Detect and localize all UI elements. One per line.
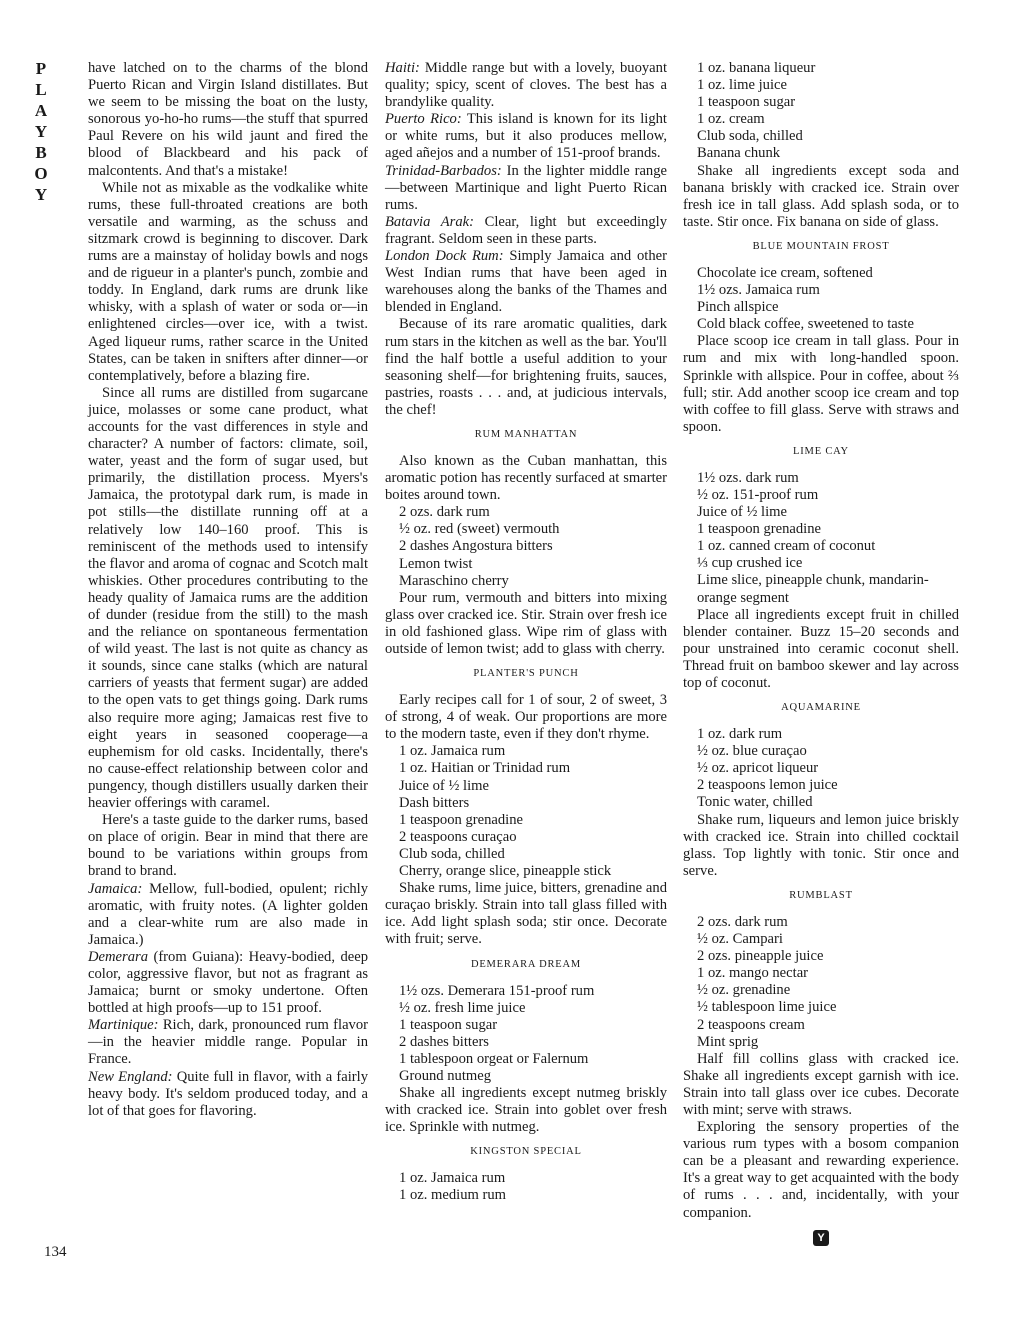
- rum-entry: [88, 881, 368, 949]
- recipe-title: RUM MANHATTAN: [474, 428, 578, 440]
- rum-name: New England:: [88, 1068, 173, 1085]
- ingredient: 2 dashes Angostura bitters: [399, 538, 553, 555]
- ingredient: 2 teaspoons curaçao: [399, 828, 517, 845]
- rum-name: Martinique:: [88, 1017, 159, 1034]
- rum-description: Clear, light but exceedingly fragrant. Seldom seen in these parts.: [385, 213, 667, 247]
- title-letter: O: [34, 164, 48, 183]
- ingredient: 2 ozs. pineapple juice: [697, 948, 824, 965]
- ingredient: ½ tablespoon lime juice: [697, 999, 837, 1016]
- ingredient: 1 teaspoon grenadine: [697, 521, 822, 538]
- rum-name: Haiti:: [385, 60, 420, 76]
- ingredient: ½ oz. blue curaçao: [697, 743, 807, 760]
- ingredient-list: [683, 914, 959, 1051]
- rum-description: Rich, dark, pronounced rum flavor—in the heavier middle range. Popular in France.: [88, 1017, 368, 1068]
- ingredient: 2 ozs. dark rum: [697, 913, 788, 930]
- title-letter: Y: [34, 185, 48, 204]
- title-letter: L: [35, 80, 47, 99]
- ingredient-list: [683, 265, 959, 333]
- ingredient-list: [683, 60, 959, 163]
- column-3: [683, 60, 959, 1246]
- ingredient: Juice of ½ lime: [697, 504, 787, 521]
- rum-entry: [385, 60, 667, 111]
- recipe-title: DEMERARA DREAM: [470, 958, 582, 970]
- rum-description: Simply Jamaica and other West Indian rums that have been aged in warehouses along the banks of the Thames and blended in England.: [385, 248, 667, 316]
- ingredient-list: [683, 726, 959, 811]
- rum-entry: [385, 248, 667, 316]
- ingredient: ½ oz. red (sweet) vermouth: [399, 521, 560, 538]
- ingredient: 2 ozs. dark rum: [399, 504, 490, 521]
- ingredient-list: [385, 504, 667, 589]
- ingredient: 1½ ozs. Demerara 151-proof rum: [399, 982, 595, 999]
- ingredient: 1 oz. canned cream of coconut: [697, 538, 876, 555]
- ingredient: 1 oz. medium rum: [399, 1187, 507, 1204]
- rum-description: Quite full in flavor, with a fairly heavy body. It's seldom produced today, and a lot of that goes for flavoring.: [88, 1068, 368, 1119]
- ingredient: 2 teaspoons cream: [697, 1016, 805, 1033]
- ingredient: ½ oz. fresh lime juice: [399, 999, 526, 1016]
- rum-description: This island is known for its light or white rums, but it also produces mellow, aged añejos and a number of 151-proof brands.: [385, 111, 667, 162]
- ingredient: Banana chunk: [697, 145, 781, 162]
- rum-description: In the lighter middle range—between Martinique and light Puerto Rican rums.: [385, 162, 667, 213]
- recipe-method: Place scoop ice cream in tall glass. Pour in rum and mix with long-handled spoon. Sprinkle with allspice. Pour in coffee, about ⅔ full; stir. Add another scoop ice cream and top with coffee to fill glass. Serve with straws and spoon.: [683, 333, 959, 435]
- ingredient: Juice of ½ lime: [399, 777, 489, 794]
- recipe-intro: Also known as the Cuban manhattan, this aromatic potion has recently surfaced at smarter boites around town.: [385, 452, 667, 504]
- rum-description: Middle range but with a lovely, buoyant quality; spicy, scent of cloves. The best has a brandylike quality.: [385, 60, 667, 111]
- rum-name: Batavia Arak:: [385, 213, 474, 230]
- rum-description: Mellow, full-bodied, opulent; richly aromatic, with fruity notes. (A lighter golden and a clear-white rum are also made in Jamaica.): [88, 880, 368, 948]
- rum-entry: [385, 214, 667, 248]
- ingredient: Maraschino cherry: [399, 572, 509, 589]
- body-paragraph: Here's a taste guide to the darker rums, based on place of origin. Bear in mind that there are bound to be variations within groups from brand to brand.: [88, 812, 368, 880]
- recipe-title: PLANTER'S PUNCH: [473, 668, 579, 680]
- title-letter: Y: [34, 122, 48, 141]
- rum-entry: [385, 111, 667, 162]
- page-number: 134: [44, 1244, 67, 1260]
- ingredient: 1½ ozs. Jamaica rum: [697, 282, 820, 299]
- ingredient: 1 oz. Jamaica rum: [399, 743, 506, 760]
- rum-entry: [88, 1069, 368, 1120]
- ingredient: ½ oz. grenadine: [697, 982, 791, 999]
- ingredient: 1 oz. Jamaica rum: [399, 1170, 506, 1187]
- ingredient: Cold black coffee, sweetened to taste: [697, 316, 914, 333]
- ingredient: 1 tablespoon orgeat or Falernum: [399, 1050, 589, 1067]
- magazine-title: [30, 58, 52, 205]
- ingredient: 1 oz. dark rum: [697, 726, 783, 743]
- ingredient: 1 oz. mango nectar: [697, 965, 809, 982]
- ingredient: Ground nutmeg: [399, 1067, 492, 1084]
- ingredient: Club soda, chilled: [399, 845, 505, 862]
- ingredient: 1 oz. lime juice: [697, 77, 787, 94]
- ingredient: ½ oz. Campari: [697, 931, 783, 948]
- rum-entry: [88, 1017, 368, 1068]
- ingredient: 1 oz. banana liqueur: [697, 60, 816, 76]
- ingredient-list: [385, 743, 667, 880]
- ingredient: 2 dashes bitters: [399, 1033, 489, 1050]
- recipe-title: BLUE MOUNTAIN FROST: [752, 240, 890, 252]
- recipe-method: Half fill collins glass with cracked ice. Shake all ingredients except garnish with ice. Strain into tall glass over ice cubes. Decorate with mint; serve with straws.: [683, 1050, 959, 1118]
- ingredient: 1 oz. Haitian or Trinidad rum: [399, 760, 571, 777]
- rum-entry: [88, 949, 368, 1017]
- body-paragraph: Because of its rare aromatic qualities, dark rum stars in the kitchen as well as the bar. You'll find the half bottle a useful addition to your seasoning shelf—for brightening fruits, sauces, pastries, roasts . . . and, at judicious intervals, the chef!: [385, 316, 667, 418]
- column-1: [88, 60, 368, 1120]
- recipe-title: RUMBLAST: [789, 889, 853, 901]
- ingredient: ½ oz. apricot liqueur: [697, 760, 819, 777]
- ingredient: Dash bitters: [399, 794, 470, 811]
- rum-name: Jamaica:: [88, 880, 143, 897]
- recipe-method: Shake rums, lime juice, bitters, grenadine and curaçao briskly. Strain into tall glass filled with ice. Add light splash soda; stir once. Decorate with fruit; serve.: [385, 880, 667, 948]
- body-paragraph: Since all rums are distilled from sugarcane juice, molasses or some cane product, what accounts for the vast differences in style and character? A number of factors: climate, soil, water, yeast and the form of sugar used, but primarily, the distillation process. Myers's Jamaica, the prototypal dark rum, is made in pot stills—the distillate running off at a relatively low 140–160 proof. This is reminiscent of the methods used to intensify the flavor and aroma of cognac and Scotch malt whiskies. Other procedures contributing to the heady quality of Jamaica rums are the addition of dunder (residue from the still) to the mash and the reliance on spontaneous fermentation of wild yeast. The last is not quite as chancy as it sounds, since cane stalks (which are natural carriers of yeasts that ferment sugar) are added to the open vats to get things going. Dark rums also require more aging; Jamaicas rest five to eight years in seasoned cooperage—a euphemism for old casks. Incidentally, there's no cause-effect relationship between color and pungency, though distillers usually darken their heavier offerings with caramel.: [88, 384, 368, 812]
- recipe-method: Shake all ingredients except nutmeg briskly with cracked ice. Strain into goblet over fresh ice. Sprinkle with nutmeg.: [385, 1085, 667, 1136]
- ingredient-list: [683, 470, 959, 607]
- ingredient: Tonic water, chilled: [697, 794, 813, 811]
- recipe-method: Place all ingredients except fruit in chilled blender container. Buzz 15–20 seconds and pour unstrained into ceramic coconut shell. Thread fruit on bamboo skewer and lay across top of coconut.: [683, 606, 959, 691]
- recipe-title: KINGSTON SPECIAL: [470, 1146, 582, 1158]
- recipe-method: Shake rum, liqueurs and lemon juice briskly with cracked ice. Strain into chilled cocktail glass. Top lightly with tonic. Stir once and serve.: [683, 811, 959, 879]
- ingredient: ½ oz. 151-proof rum: [697, 486, 819, 503]
- body-paragraph: have latched on to the charms of the blond Puerto Rican and Virgin Island distillates. But we seem to be missing the boat on the lusty, sonorous yo-ho-ho rums—the stuff that spurred Paul Revere on his wild jaunt and fired the blood of Blackbeard and his pack of malcontents. And that's a mistake!: [88, 60, 368, 179]
- recipe-title: AQUAMARINE: [781, 702, 861, 714]
- ingredient: Mint sprig: [697, 1033, 759, 1050]
- title-letter: B: [35, 143, 47, 162]
- title-letter: A: [34, 101, 48, 120]
- ingredient-list: [385, 1170, 667, 1204]
- column-2: [385, 60, 667, 1205]
- ingredient: Cherry, orange slice, pineapple stick: [399, 863, 612, 880]
- rum-entry: [385, 163, 667, 214]
- title-letter: P: [35, 59, 47, 78]
- ingredient: Chocolate ice cream, softened: [697, 264, 873, 281]
- ingredient: Lime slice, pineapple chunk, mandarin-orange segment: [697, 572, 929, 606]
- ingredient: 2 teaspoons lemon juice: [697, 777, 838, 794]
- rum-name: Puerto Rico:: [385, 111, 462, 128]
- ingredient: Pinch allspice: [697, 299, 779, 316]
- ingredient: 1 teaspoon sugar: [697, 94, 796, 111]
- rum-description: (from Guiana): Heavy-bodied, deep color, aggressive flavor, but not as fragrant as Jamaica; burnt or smoky undertone. Often bottled at high proofs—up to 151 proof.: [88, 948, 368, 1017]
- recipe-intro: Early recipes call for 1 of sour, 2 of sweet, 3 of strong, 4 of weak. Our proportions are more to the modern taste, even if they don't rhyme.: [385, 692, 667, 743]
- ingredient: Lemon twist: [399, 555, 473, 572]
- recipe-method: Pour rum, vermouth and bitters into mixing glass over cracked ice. Stir. Strain over fresh ice in old fashioned glass. Wipe rim of glass with outside of lemon twist; add to glass with cherry.: [385, 589, 667, 657]
- rabbit-logo-icon: Y: [813, 1230, 829, 1246]
- recipe-title: LIME CAY: [793, 445, 849, 457]
- body-paragraph: While not as mixable as the vodkalike white rums, these full-throated creations are both versatile and warming, as the schuss and sitzmark crowd is beginning to discover. Dark rums are a mainstay of holiday bowls and nogs and de rigueur in a planter's punch, zombie and toddy. In England, dark rums are drunk like whisky, with a splash of water or soda or—in enlightened circles—over ice, with a twist. Aged liqueur rums, rather scarce in the United States, can be taken in snifters after dinner—or contemplatively, before a blazing fire.: [88, 179, 368, 384]
- ingredient: 1 oz. cream: [697, 111, 765, 128]
- ingredient: Club soda, chilled: [697, 128, 803, 145]
- ingredient: 1 teaspoon sugar: [399, 1016, 498, 1033]
- ingredient: ⅓ cup crushed ice: [697, 555, 803, 572]
- rum-name: Trinidad-Barbados:: [385, 162, 502, 179]
- ingredient-list: [385, 983, 667, 1086]
- rum-name: London Dock Rum:: [385, 248, 504, 265]
- rum-name: Demerara: [88, 948, 148, 965]
- ingredient: 1½ ozs. dark rum: [697, 469, 799, 486]
- recipe-method: Shake all ingredients except soda and banana briskly with cracked ice. Strain over fresh ice in tall glass. Add splash soda, or to taste. Stir once. Fix banana on side of glass.: [683, 162, 959, 230]
- ingredient: 1 teaspoon grenadine: [399, 811, 524, 828]
- closing-paragraph: Exploring the sensory properties of the various rum types with a bosom companion can be a pleasant and rewarding experience. It's a great way to get acquainted with the body of rums . . . and, incidentally, with your companion.: [683, 1119, 959, 1221]
